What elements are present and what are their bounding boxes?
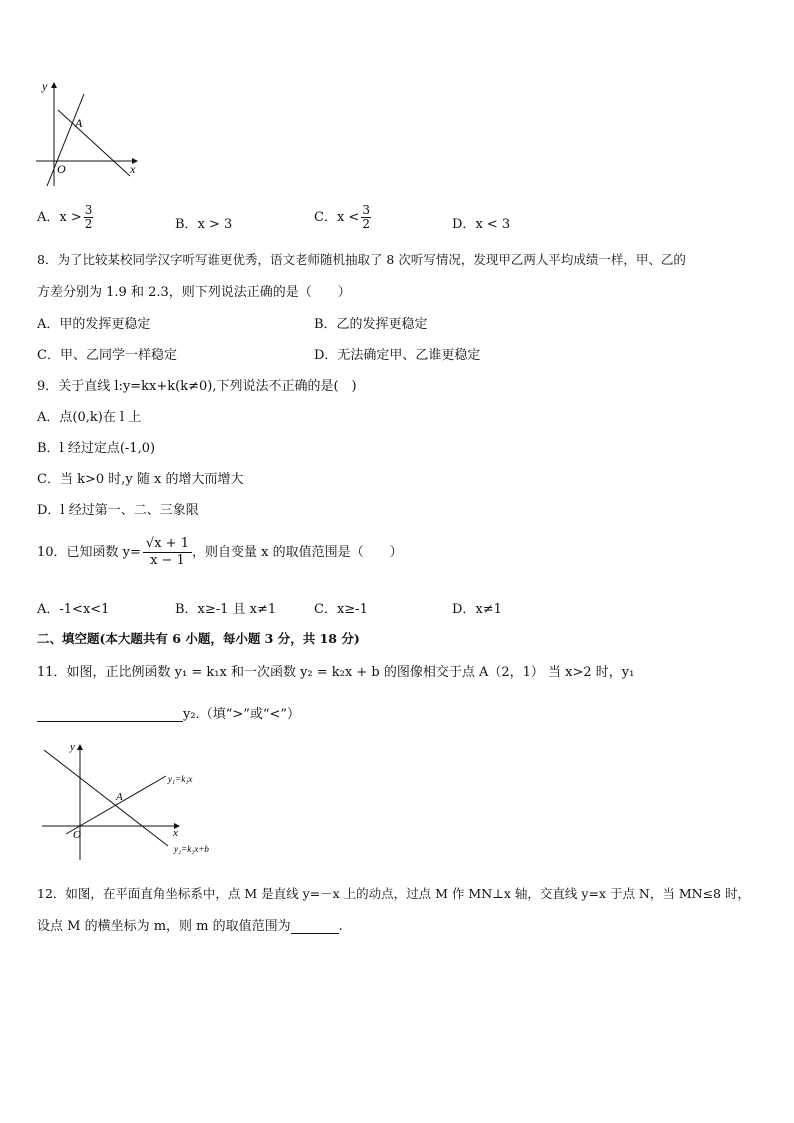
q11-line-1: 11．如图，正比例函数 y₁ = k₁x 和一次函数 y₂ = k₂x + b 的图像相交于点 A（2，1） 当 x>2 时，y₁ xyxy=(37,665,635,680)
graph-2-point-label: A xyxy=(116,791,123,803)
q9-option-c: C．当 k>0 时,y 随 x 的增大而增大 xyxy=(37,472,244,487)
q7-option-b-letter: B． xyxy=(175,217,198,232)
q7-option-a-fraction xyxy=(84,204,94,231)
q10-numerator: √x + 1 xyxy=(143,536,192,553)
graph-2-line-y2 xyxy=(44,750,168,846)
q7-option-b-text: x > 3 xyxy=(197,217,233,232)
q9-option-b: B．l 经过定点(-1,0) xyxy=(37,441,156,456)
q11-line-2 xyxy=(37,703,300,722)
section-2-heading: 二、填空题(本大题共有 6 小题，每小题 3 分，共 18 分) xyxy=(37,631,360,646)
q10-stem xyxy=(37,536,403,569)
graph-2-line-2-label: y₂=k₂x+b xyxy=(174,844,209,854)
q12-line-1: 12．如图，在平面直角坐标系中，点 M 是直线 y=－x 上的动点，过点 M 作 MN⊥x 轴，交直线 y=x 于点 N，当 MN≤8 时， xyxy=(37,886,750,901)
graph-1-x-label: x xyxy=(130,162,136,176)
graph-1-origin-label: O xyxy=(57,162,66,176)
q12-line-2-end: . xyxy=(338,919,343,934)
q7-option-c xyxy=(314,204,371,231)
q7-option-c-fraction xyxy=(361,204,371,231)
q7-option-d-letter: D． xyxy=(452,217,476,232)
q7-option-a-num: 3 xyxy=(84,203,93,217)
graph-2-line-1-label: y₁=k₁x xyxy=(168,774,193,784)
q10-denominator: x − 1 xyxy=(150,553,185,568)
graph-2-x-label: x xyxy=(173,827,178,839)
q7-option-d-text: x < 3 xyxy=(475,217,511,232)
q12-answer-blank[interactable] xyxy=(291,919,339,934)
q7-option-c-pre: x < xyxy=(336,210,360,225)
q9-option-d: D．l 经过第一、二、三象限 xyxy=(37,503,199,518)
q9-option-a: A．点(0,k)在 l 上 xyxy=(37,410,142,425)
graph-2 xyxy=(36,738,236,862)
q9-stem: 9．关于直线 l:y=kx+k(k≠0),下列说法不正确的是( ) xyxy=(37,379,357,394)
q7-option-a-pre: x > xyxy=(59,210,82,225)
graph-2-origin-label: O xyxy=(73,829,81,841)
q8-option-a: A．甲的发挥更稳定 xyxy=(37,317,151,332)
q8-option-d: D．无法确定甲、乙谁更稳定 xyxy=(314,348,481,363)
q7-option-c-letter: C． xyxy=(314,210,337,225)
q7-option-c-num: 3 xyxy=(362,203,370,217)
q7-option-d xyxy=(452,213,510,232)
q10-option-c: C．x≥-1 xyxy=(314,602,368,617)
q10-suffix: ，则自变量 x 的取值范围是（ ） xyxy=(191,545,403,560)
q7-option-c-den: 2 xyxy=(362,217,370,231)
q10-prefix: 10．已知函数 y= xyxy=(37,545,141,560)
q11-answer-blank[interactable] xyxy=(37,707,183,722)
q11-line-2-suffix: y₂.（填“>”或“<”） xyxy=(183,707,301,722)
graph-2-y-arrow xyxy=(77,744,83,750)
q7-option-a-letter: A． xyxy=(37,210,60,225)
q12-line-2-text: 设点 M 的横坐标为 m，则 m 的取值范围为 xyxy=(37,919,291,934)
graph-1-y-label: y xyxy=(42,79,48,93)
q10-fraction xyxy=(143,536,192,569)
graph-2-y-label: y xyxy=(70,741,75,753)
q10-option-a: A．-1<x<1 xyxy=(37,602,110,617)
graph-1-y-arrow xyxy=(51,82,57,88)
graph-1-line-falling xyxy=(58,110,130,176)
q8-line-1: 8．为了比较某校同学汉字听写谁更优秀，语文老师随机抽取了 8 次听写情况，发现甲乙两人平均成绩一样，甲、乙的 xyxy=(37,252,686,267)
graph-1 xyxy=(30,76,150,188)
graph-1-point-label: A xyxy=(75,116,83,130)
graph-2-line-y1 xyxy=(66,776,166,834)
q12-line-2 xyxy=(37,915,343,934)
q8-option-c: C．甲、乙同学一样稳定 xyxy=(37,348,177,363)
q10-option-b: B．x≥-1 且 x≠1 xyxy=(175,602,277,617)
q7-option-b xyxy=(175,213,232,232)
q8-line-2: 方差分别为 1.9 和 2.3，则下列说法正确的是（ ） xyxy=(37,285,351,300)
q7-option-a xyxy=(37,204,93,231)
q10-option-d: D．x≠1 xyxy=(452,602,502,617)
q8-option-b: B．乙的发挥更稳定 xyxy=(314,317,428,332)
q7-option-a-den: 2 xyxy=(84,217,93,231)
